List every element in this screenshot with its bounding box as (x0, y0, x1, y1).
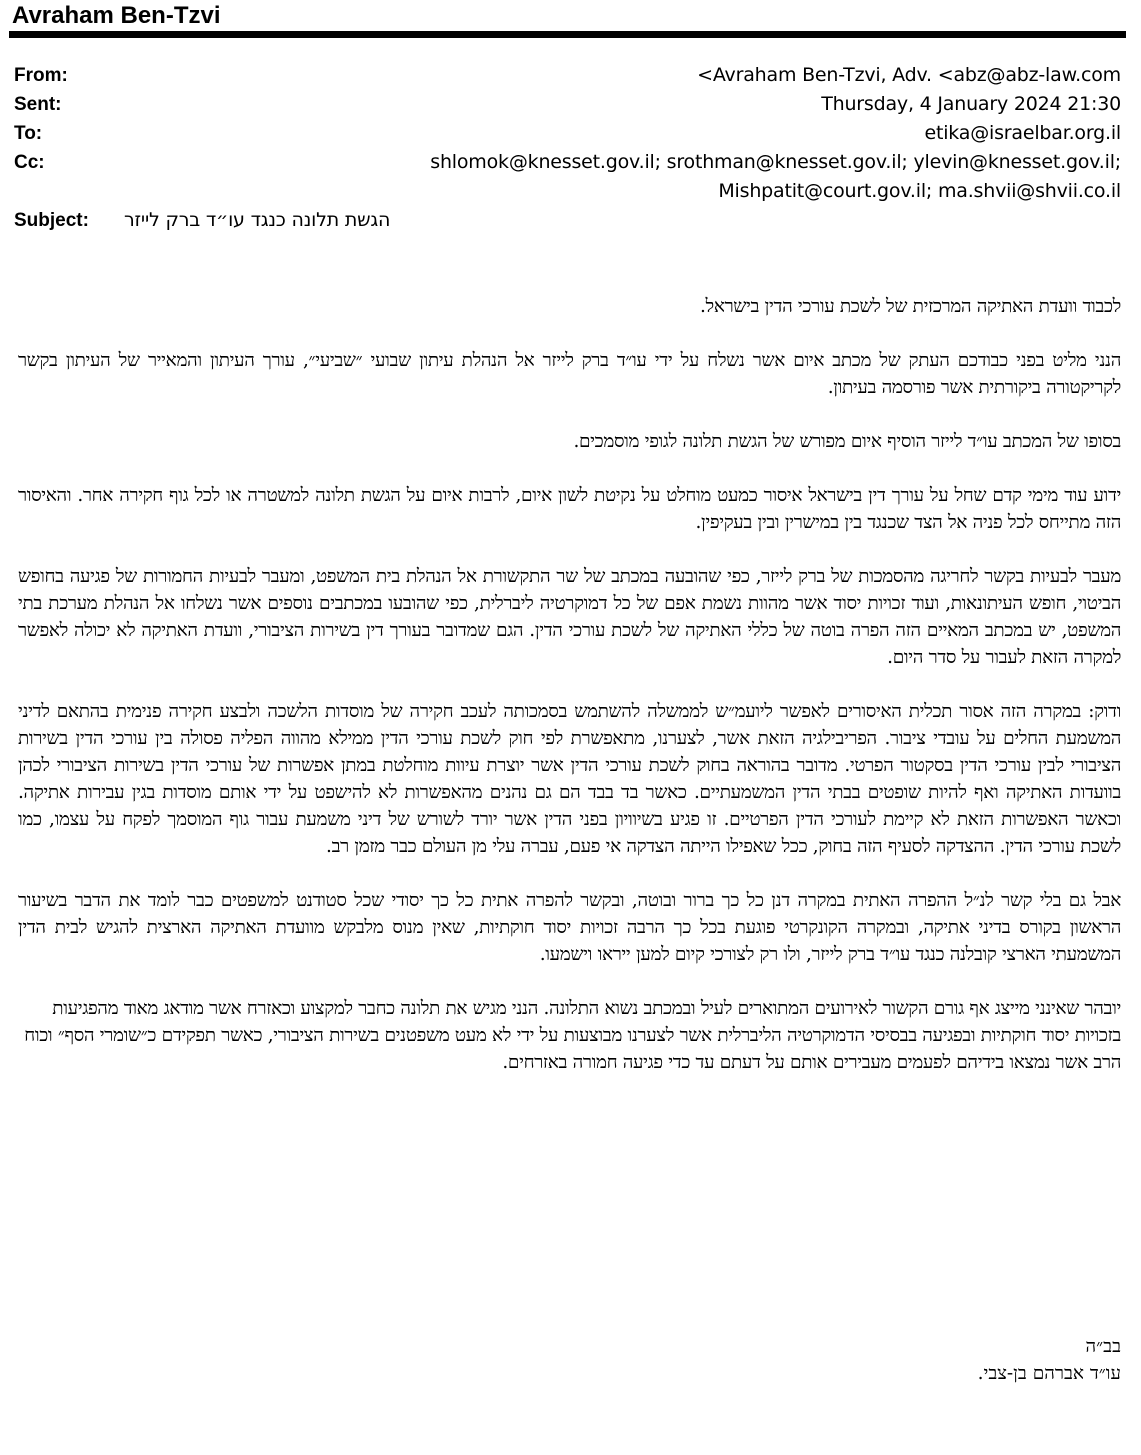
cc-value-line-2[interactable]: Mishpatit@court.gov.il; ma.shvii@shvii.co.il (718, 180, 1121, 202)
subject-label: Subject: (14, 210, 89, 231)
sent-label: Sent: (14, 94, 62, 115)
header-divider (9, 31, 1126, 38)
body-paragraph-6: ודוק: במקרה הזה אסור תכלית האיסורים לאפשר ליועמ״ש לממשלה להשתמש בסמכותה לעכב חקירה של מוסדות הלשכה ולבצע חקירה פנימית בהתאם לדיני המשמעת החלים על עובדי ציבור. הפריבילגיה הזאת אשר, לצערנו, מתאפשרת לפי חוק לשכת עורכי הדין ממילא מהווה הפליה פסולה בין עורכי הדין בשירות הציבורי לבין עורכי הדין בסקטור הפרטי. מדובר בהוראה בחוק לשכת עורכי הדין אשר יוצרת עיוות מוחלטת במתן אפשרות של עורכי הדין בשירות הציבורי לכהן בוועדות האתיקה ואף להיות שופטים בבתי הדין המשמעתיים. כאשר בד בבד הם גם נהנים מהאפשרות לא להישפט על ידי אותם מוסדות בגין עבירות אתיקה. וכאשר האפשרות הזאת לא קיימת לעורכי הדין הפרטיים. זו פגיע בשיוויון בפני הדין אשר יורד לשורש של דיני משמעת עבור גוף המוסמך לפקח על עצמו, כמו לשכת עורכי הדין. ההצדקה לסעיף הזה בחוק, ככל שאפילו הייתה הצדקה אי פעם, עברה עלי מן העולם כבר מזמן רב. (18, 701, 1121, 857)
to-value[interactable]: etika@israelbar.org.il (924, 122, 1121, 144)
subject-value: הגשת תלונה כנגד עו״ד ברק לייזר (124, 209, 391, 231)
body-paragraph-7: אבל גם בלי קשר לנ״ל ההפרה האתית במקרה דנן כל כך ברור ובוטה, ובקשר להפרה אתית כל כך יסודי שכל סטודנט למשפטים כבר לומד את הדבר בשיעור הראשון בקורס בדיני אתיקה, ובמקרה הקונקרטי פוגעת בכל כך הרבה זכויות יסוד חוקתיות, שאין מנוס מלבקש מוועדת האתיקה הארצית להגיש לבית הדין המשמעתי הארצי קובלנה כנגד עו״ד ברק לייזר, ולו רק לצורכי קיום למען ייראו וישמעו. (18, 890, 1121, 965)
body-paragraph-salutation: לכבוד וועדת האתיקה המרכזית של לשכת עורכי הדין בישראל. (699, 296, 1121, 317)
cc-label: Cc: (14, 152, 45, 173)
signoff-block (978, 1333, 1121, 1387)
body-paragraph-3: בסופו של המכתב עו״ד לייזר הוסיף איום מפורש של הגשת תלונה לגופי מוסמכים. (573, 431, 1121, 452)
body-paragraph-5: מעבר לבעיות בקשר לחריגה מהסמכות של ברק לייזר, כפי שהובעה במכתב של שר התקשורת אל הנהלת בית המשפט, ומעבר לבעיות החמורות של פגיעה בחופש הביטוי, חופש העיתונאות, ועוד זכויות יסוד אשר מהוות נשמת אפם של כל דמוקרטיה ליברלית, כפי שהובעו במכתבים נוספים אשר נשלחו אל הנהלת מערכת בתי המשפט, יש במכתב המאיים הזה הפרה בוטה של כללי האתיקה של לשכת עורכי הדין. הגם שמדובר בעורך דין בשירות הציבורי, וועדת האתיקה לא יכולה לאפשר למקרה הזאת לעבור על סדר היום. (18, 566, 1121, 668)
body-paragraph-4: ידוע עוד מימי קדם שחל על עורך דין בישראל איסור כמעט מוחלט על נקיטת לשון איום, לרבות איום על הגשת תלונה למשטרה או לכל גוף חקירה אחר. והאיסור הזה מתייחס לכל פניה אל הצד שכנגד בין במישרין ובין בעקיפין. (18, 485, 1121, 533)
from-value[interactable]: <Avraham Ben-Tzvi, Adv. <abz@abz-law.com (697, 64, 1121, 86)
sent-row (14, 90, 1121, 119)
to-row (14, 119, 1121, 148)
signature-line: עו״ד אברהם בן-צבי. (977, 1363, 1121, 1384)
subject-row (14, 206, 1121, 235)
sender-name-title: Avraham Ben-Tzvi (12, 2, 221, 29)
cc-row (14, 148, 1121, 206)
from-row (14, 61, 1121, 90)
cc-value-line-1[interactable]: shlomok@knesset.gov.il; srothman@knesset.gov.il; ylevin@knesset.gov.il; (430, 151, 1121, 173)
email-header (14, 61, 1121, 235)
closing-line: בב״ה (1085, 1336, 1121, 1357)
body-paragraph-2: הנני מליט בפני כבודכם העתק של מכתב איום אשר נשלח על ידי עו״ד ברק לייזר אל הנהלת עיתון שבועי ״שביעי״, עורך העיתון והמאייר של העיתון בקשר לקריקטורה ביקורתית אשר פורסמה בעיתון. (18, 350, 1121, 398)
body-paragraph-8: יובהר שאינני מייצג אף גורם הקשור לאירועים המתוארים לעיל ובמכתב נשוא התלונה. הנני מגיש את תלונה כחבר למקצוע וכאזרח אשר מודאג מאוד מהפגיעות בזכויות יסוד חוקתיות ובפגיעה בבסיסי הדמוקרטיה הליברלית אשר לצערנו מבוצעות על ידי לא מעט משפטנים בשירות הציבורי, כאשר תפקידם כ״שומרי הסף״ וכוח הרב אשר נמצאו בידיהם לפעמים מעבירים אותם על דעתם עד כדי פגיעה חמורה באזרחים. (24, 998, 1121, 1073)
sent-value: Thursday, 4 January 2024 21:30 (821, 93, 1121, 115)
from-label: From: (14, 65, 68, 86)
email-body (18, 293, 1121, 1076)
to-label: To: (14, 123, 43, 144)
